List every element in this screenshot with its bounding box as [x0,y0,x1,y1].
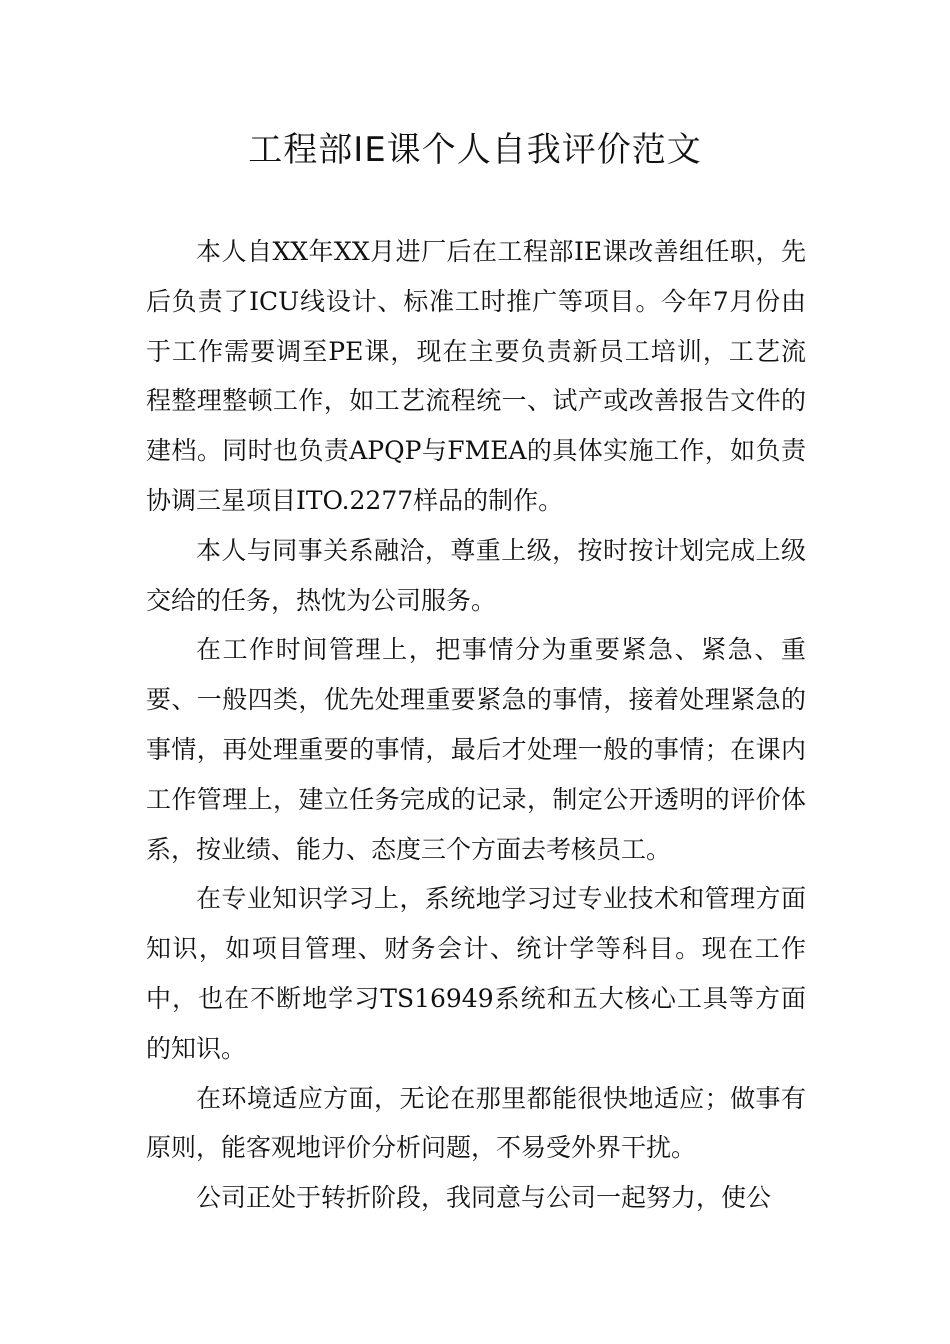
paragraph-6: 公司正处于转折阶段，我同意与公司一起努力，使公 [196,1183,772,1213]
paragraph-1: 本人自XX年XX月进厂后在工程部IE课改善组任职，先后负责了ICU线设计、标准工时推广等项目。今年7月份由于工作需要调至PE课，现在主要负责新员工培训，工艺流程整理整顿工作，如工艺流程统一、试产或改善报告文件的建档。同时也负责APQP与FMEA的具体实施工作，如负责协调三星项目ITO.2277样品的制作。 [146,237,806,515]
document-body [146,227,806,1223]
paragraph-4: 在专业知识学习上，系统地学习过专业技术和管理方面知识，如项目管理、财务会计、统计学等科目。现在工作中，也在不断地学习TS16949系统和五大核心工具等方面的知识。 [146,884,806,1063]
paragraph-5: 在环境适应方面，无论在那里都能很快地适应；做事有原则，能客观地评价分析问题，不易受外界干扰。 [146,1083,806,1163]
paragraph-2: 本人与同事关系融洽，尊重上级，按时按计划完成上级交给的任务，热忱为公司服务。 [146,535,806,615]
paragraph-3: 在工作时间管理上，把事情分为重要紧急、紧急、重要、一般四类，优先处理重要紧急的事情，接着处理紧急的事情，再处理重要的事情，最后才处理一般的事情；在课内工作管理上，建立任务完成的记录，制定公开透明的评价体系，按业绩、能力、态度三个方面去考核员工。 [146,635,806,864]
document-title: 工程部IE课个人自我评价范文 [248,130,702,170]
